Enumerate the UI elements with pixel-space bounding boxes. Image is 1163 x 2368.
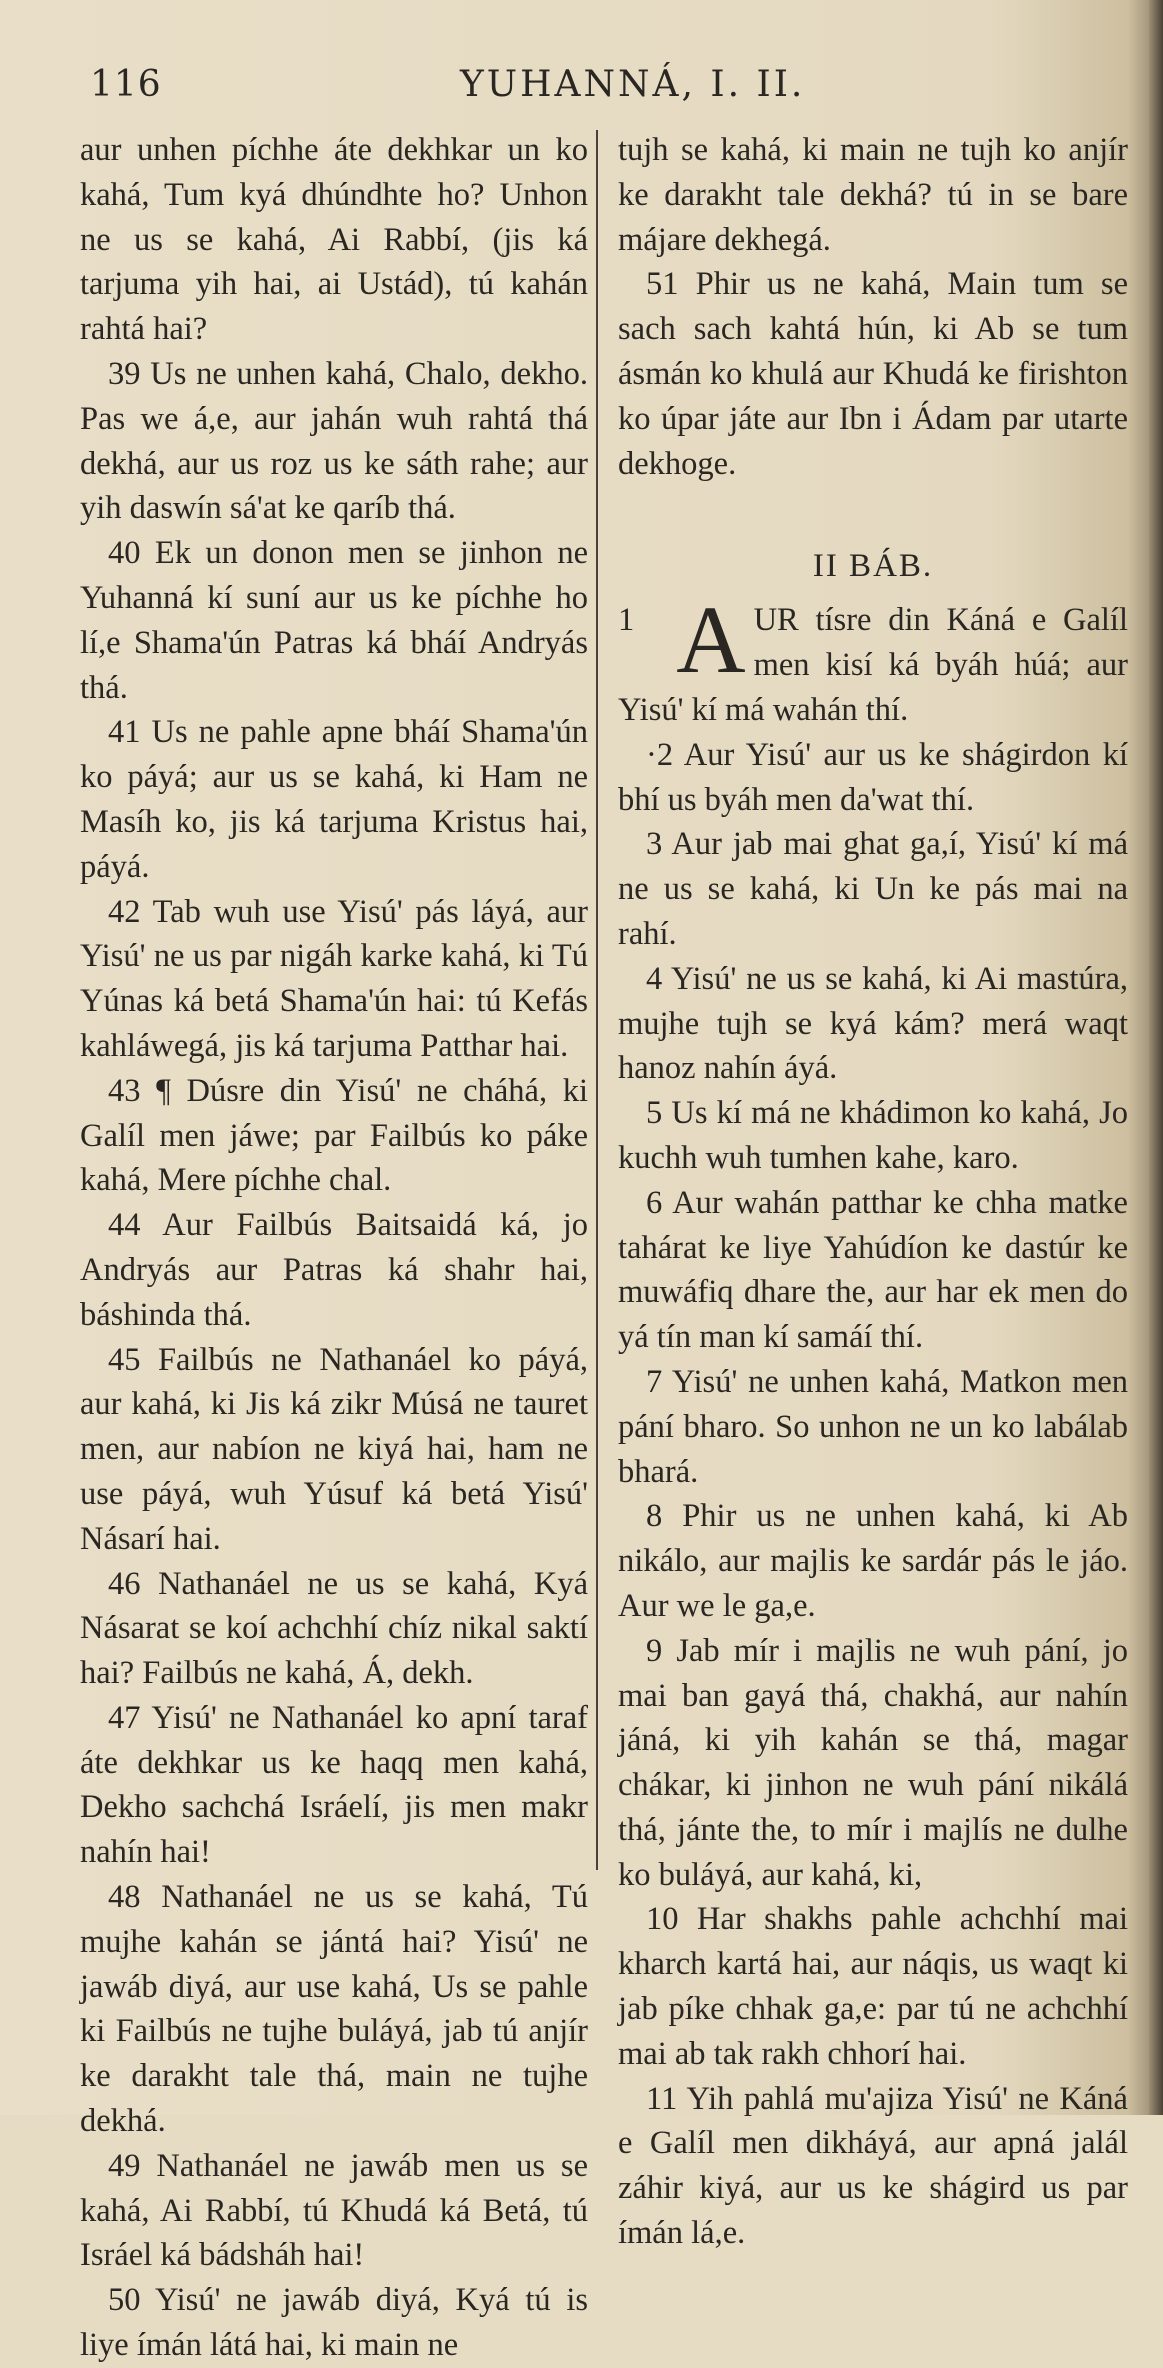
verse: 42 Tab wuh use Yisú' pás láyá, aur Yisú' ne us par nigáh karke kahá, ki Tú Yúnas ká betá Shama'ún hai: tú Kefás kahláwegá, jis ká tarjuma Patthar hai. (80, 893, 588, 1064)
verse: 44 Aur Failbús Baitsaidá ká, jo Andryás aur Patras ká shahr hai, báshinda thá. (80, 1207, 588, 1333)
verse: 9 Jab mír i majlis ne wuh pání, jo mai ban gayá thá, chakhá, aur nahín jáná, ki yih kahán se thá, magar chákar, ki jinhon ne wuh pání nikálá thá, jánte the, to mír i majlís ne dulhe ko buláyá, aur kahá, ki, (618, 1632, 1128, 1893)
verse: ·2 Aur Yisú' aur us ke shágirdon kí bhí us byáh men da'wat thí. (618, 736, 1128, 818)
verse: 40 Ek un donon men se jinhon ne Yuhanná kí suní aur us ke píchhe ho lí,e Shama'ún Patras ká bháí Andryás thá. (80, 535, 588, 706)
verse: 47 Yisú' ne Nathanáel ko apní taraf áte dekhkar us ke haqq men kahá, Dekho sachchá Isráelí, jis men makr nahín hai! (80, 1699, 588, 1871)
verse: 48 Nathanáel ne us se kahá, Tú mujhe kahán se jántá hai? Yisú' ne jawáb diyá, aur use kahá, Us se pahle ki Failbús ne tujhe buláyá, jab tú anjír ke darakht tale thá, main ne tujhe dekhá. (80, 1879, 588, 2140)
verse: 3 Aur jab mai ghat ga,í, Yisú' kí má ne us se kahá, ki Un ke pás mai na rahí. (618, 826, 1128, 952)
verse: 41 Us ne pahle apne bháí Shama'ún ko páyá; aur us se kahá, ki Ham ne Masíh ko, jis ká tarjuma Kristus hai, páyá. (80, 714, 588, 885)
verse: 10 Har shakhs pahle achchhí mai kharch kartá hai, aur náqis, us waqt ki jab píke chhak ga,e: par tú ne achchhí mai ab tak rakh chhorí hai. (618, 1901, 1128, 2072)
verse: 45 Failbús ne Nathanáel ko páyá, aur kahá, ki Jis ká zikr Músá ne tauret men, aur nabíon ne kiyá hai, ham ne use páyá, wuh Yúsuf ká betá Yisú' Násarí hai. (80, 1341, 588, 1557)
running-title: YUHANNÁ, I. II. (460, 64, 806, 105)
verse: 6 Aur wahán patthar ke chha matke tahárat ke liye Yahúdíon ke dastúr ke muwáfiq dhare the, aur har ek men do yá tín man kí samáí thí. (618, 1184, 1128, 1356)
drop-cap: A (676, 586, 746, 694)
verse: 50 Yisú' ne jawáb diyá, Kyá tú is liye ímán látá hai, ki main ne (80, 2282, 588, 2364)
verse: 39 Us ne unhen kahá, Chalo, dekho. Pas we á,e, aur jahán wuh rahtá thá dekhá, aur us roz us ke sáth rahe; aur yih daswín sá'at ke qaríb thá. (80, 355, 588, 527)
right-column (618, 128, 1128, 2256)
first-verse (618, 586, 1128, 732)
page-number: 116 (90, 64, 162, 105)
verse: 7 Yisú' ne unhen kahá, Matkon men pání bharo. So unhon ne un ko labálab bhará. (618, 1363, 1128, 1490)
verse: 8 Phir us ne unhen kahá, ki Ab nikálo, aur majlis ke sardár pás le jáo. Aur we le ga,e. (618, 1498, 1128, 1624)
column-divider (596, 130, 598, 1870)
continuation-text: tujh se kahá, ki main ne tujh ko anjír ke darakht tale dekhá? tú in se bare májare dekhegá. (618, 132, 1128, 258)
chapter-heading: II BÁB. (812, 548, 934, 585)
verse: 43 ¶ Dúsre din Yisú' ne cháhá, ki Galíl men jáwe; par Failbús ko páke kahá, Mere píchhe chal. (80, 1072, 588, 1199)
page-edge-shadow (1149, 0, 1163, 2115)
first-verse-text: UR tísre din Káná e Galíl men kisí ká byáh húá; aur Yisú' kí má wahán thí. (618, 602, 1128, 728)
verse: 49 Nathanáel ne jawáb men us se kahá, Ai Rabbí, tú Khudá ká Betá, tú Isráel ká bádsháh hai! (80, 2147, 588, 2274)
verse: 46 Nathanáel ne us se kahá, Kyá Násarat se koí achchhí chíz nikal saktí hai? Failbús ne kahá, Á, dekh. (80, 1565, 588, 1692)
verse-number: 1 (618, 602, 635, 639)
verse: 51 Phir us ne kahá, Main tum se sach sach kahtá hún, ki Ab se tum ásmán ko khulá aur Khudá ke firishton ko úpar játe aur Ibn i Ádam par utarte dekhoge. (618, 266, 1128, 482)
left-column (80, 128, 588, 2368)
verse: 4 Yisú' ne us se kahá, ki Ai mastúra, mujhe tujh se kyá kám? merá waqt hanoz nahín áyá. (618, 960, 1128, 1087)
page-header (90, 64, 1130, 134)
continuation-text: aur unhen píchhe áte dekhkar un ko kahá, Tum kyá dhúndhte ho? Unhon ne us se kahá, Ai Rabbí, (jis ká tarjuma yih hai, ai Ustád), tú kahán rahtá hai? (80, 132, 588, 348)
verse: 11 Yih pahlá mu'ajiza Yisú' ne Káná e Galíl men dikháyá, aur apná jalál záhir kiyá, aur us ke shágird us par ímán lá,e. (618, 2080, 1128, 2252)
verse: 5 Us kí má ne khádimon ko kahá, Jo kuchh wuh tumhen kahe, karo. (618, 1095, 1128, 1176)
